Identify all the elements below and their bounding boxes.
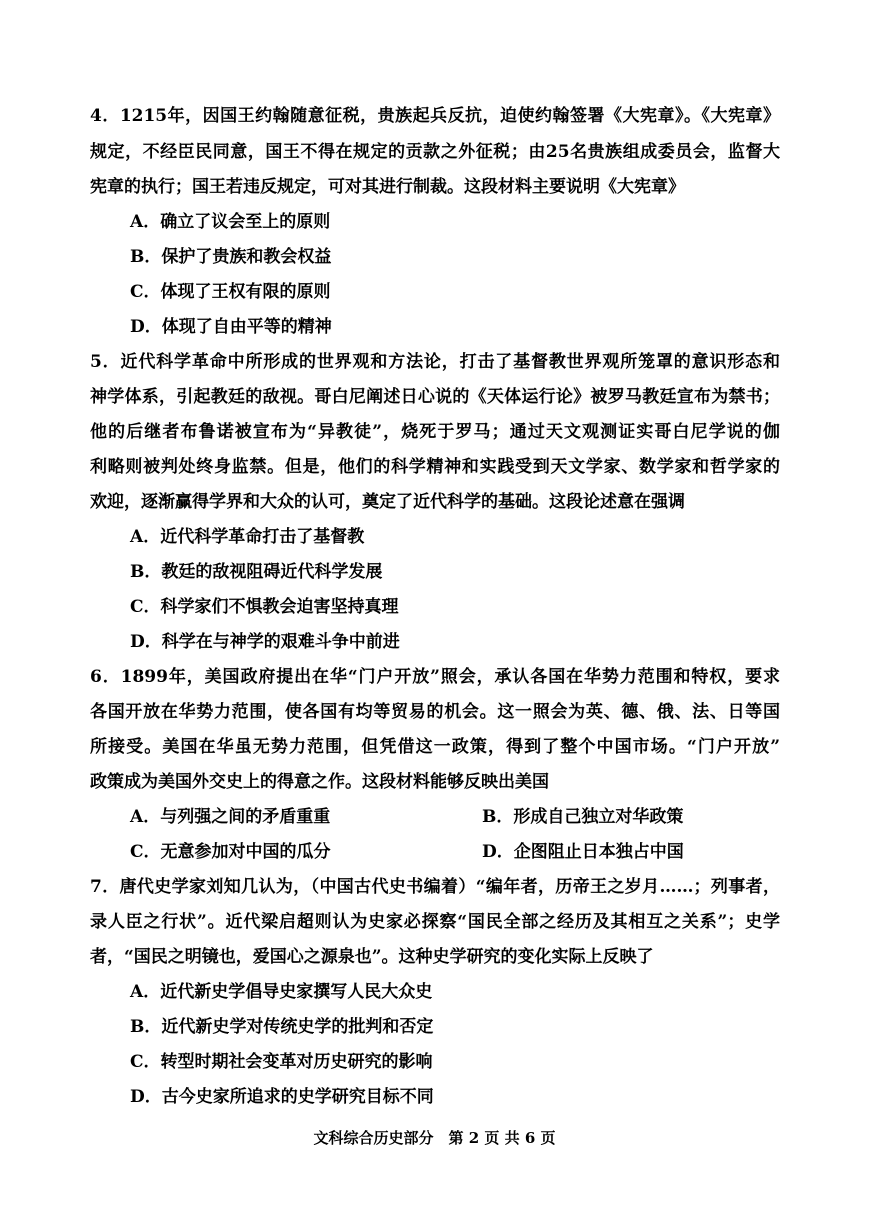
question-7-option-c[interactable]: C．转型时期社会变革对历史研究的影响: [130, 1052, 433, 1072]
question-4-stem-line-2: 规定，不经臣民同意，国王不得在规定的贡款之外征税；由25名贵族组成委员会，监督大: [90, 142, 780, 162]
question-4-option-c[interactable]: C．体现了王权有限的原则: [130, 282, 331, 302]
question-6-option-c[interactable]: C．无意参加对中国的瓜分: [130, 842, 331, 862]
question-4-stem-line-3: 宪章的执行；国王若违反规定，可对其进行制裁。这段材料主要说明《大宪章》: [90, 177, 685, 197]
question-4-stem-line-1: 4．1215年，因国王约翰随意征税，贵族起兵反抗，迫使约翰签署《大宪章》。《大宪章》: [90, 106, 780, 126]
question-7-option-a[interactable]: A．近代新史学倡导史家撰写人民大众史: [130, 982, 433, 1002]
question-4-option-a[interactable]: A．确立了议会至上的原则: [130, 212, 331, 232]
question-4-option-d[interactable]: D．体现了自由平等的精神: [130, 317, 332, 337]
question-4-option-b[interactable]: B．保护了贵族和教会权益: [130, 247, 332, 267]
question-5-option-d[interactable]: D．科学在与神学的艰难斗争中前进: [130, 632, 400, 652]
question-6-option-d[interactable]: D．企图阻止日本独占中国: [482, 842, 684, 862]
question-6-stem-line-1: 6．1899年，美国政府提出在华“门户开放”照会，承认各国在华势力范围和特权，要求: [90, 667, 780, 687]
page-footer: 文科综合历史部分 第 2 页 共 6 页: [313, 1129, 556, 1147]
question-5-stem-line-2: 神学体系，引起教廷的敌视。哥白尼阐述日心说的《天体运行论》被罗马教廷宣布为禁书；: [90, 387, 780, 407]
question-5-option-c[interactable]: C．科学家们不惧教会迫害坚持真理: [130, 597, 399, 617]
question-5-stem-line-1: 5．近代科学革命中所形成的世界观和方法论，打击了基督教世界观所笼罩的意识形态和: [90, 352, 780, 372]
question-6-option-b[interactable]: B．形成自己独立对华政策: [482, 807, 684, 827]
question-5-stem-line-4: 利略则被判处终身监禁。但是，他们的科学精神和实践受到天文学家、数学家和哲学家的: [90, 457, 780, 477]
question-6-option-a[interactable]: A．与列强之间的矛盾重重: [130, 807, 331, 827]
question-5-stem-line-3: 他的后继者布鲁诺被宣布为“异教徒”，烧死于罗马；通过天文观测证实哥白尼学说的伽: [90, 422, 780, 442]
question-7-stem-line-3: 者，“国民之明镜也，爱国心之源泉也”。这种史学研究的变化实际上反映了: [90, 947, 654, 967]
question-7-stem-line-1: 7．唐代史学家刘知几认为，（中国古代史书编着）“编年者，历帝王之岁月……；列事者，: [90, 877, 780, 897]
question-6-stem-line-4: 政策成为美国外交史上的得意之作。这段材料能够反映出美国: [90, 772, 549, 792]
question-6-stem-line-2: 各国开放在华势力范围，使各国有均等贸易的机会。这一照会为英、德、俄、法、日等国: [90, 702, 780, 722]
question-5-option-a[interactable]: A．近代科学革命打击了基督教: [130, 527, 365, 547]
question-6-stem-line-3: 所接受。美国在华虽无势力范围，但凭借这一政策，得到了整个中国市场。“门户开放”: [90, 737, 780, 757]
question-7-option-d[interactable]: D．古今史家所追求的史学研究目标不同: [130, 1087, 434, 1107]
question-5-option-b[interactable]: B．教廷的敌视阻碍近代科学发展: [130, 562, 383, 582]
question-7-option-b[interactable]: B．近代新史学对传统史学的批判和否定: [130, 1017, 434, 1037]
question-7-stem-line-2: 录人臣之行状”。近代梁启超则认为史家必探察“国民全部之经历及其相互之关系”；史学: [90, 912, 780, 932]
question-5-stem-line-5: 欢迎，逐渐赢得学界和大众的认可，奠定了近代科学的基础。这段论述意在强调: [90, 492, 685, 512]
